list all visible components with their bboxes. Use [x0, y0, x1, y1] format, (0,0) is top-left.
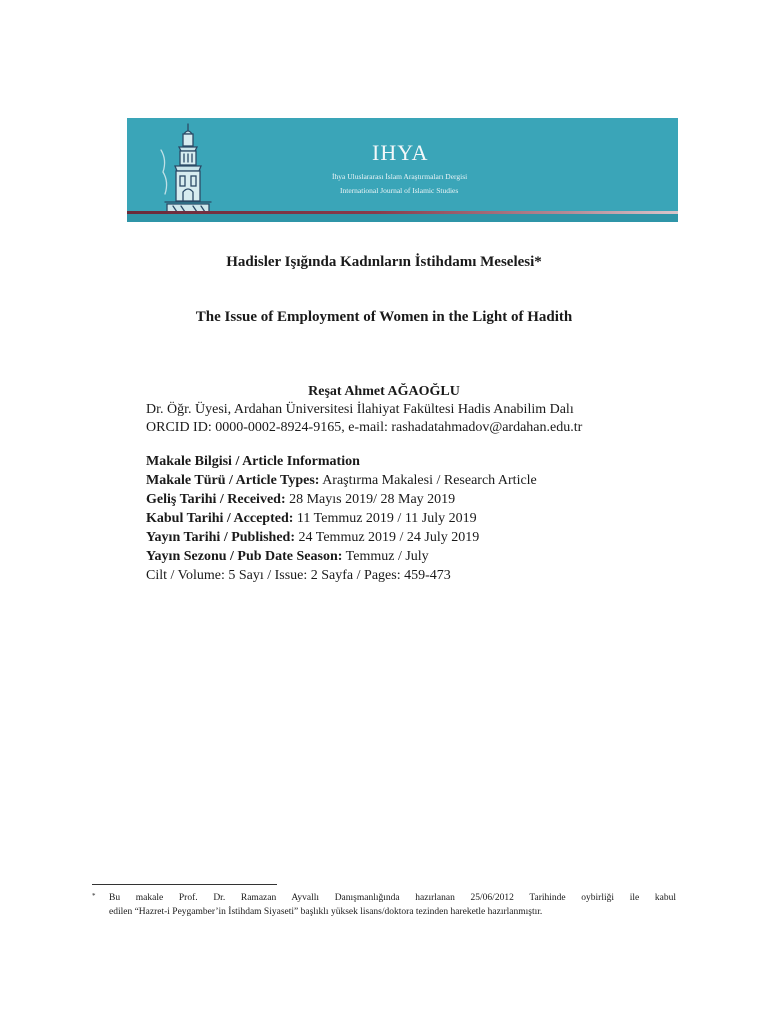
volume-issue-pages: Cilt / Volume: 5 Sayı / Issue: 2 Sayfa / Pages: 459-473: [146, 568, 451, 583]
accepted-row: [146, 511, 477, 527]
article-info-heading-text: Makale Bilgisi / Article Information: [146, 454, 360, 469]
season-row: [146, 549, 429, 565]
article-type-value: Araştırma Makalesi / Research Article: [322, 473, 537, 488]
article-type-label: Makale Türü / Article Types:: [146, 473, 320, 488]
received-row: [146, 492, 455, 508]
accepted-label: Kabul Tarihi / Accepted:: [146, 511, 294, 526]
journal-subtitle-tr: İhya Uluslararası İslam Araştırmaları Dergisi: [332, 172, 468, 181]
author-affiliation: Dr. Öğr. Üyesi, Ardahan Üniversitesi İlahiyat Fakültesi Hadis Anabilim Dalı: [146, 402, 574, 417]
footnote-text-line-1: Bu makale Prof. Dr. Ramazan Ayvallı Danışmanlığında hazırlanan 25/06/2012 Tarihinde oybirliği ile kabul: [109, 893, 676, 903]
published-label: Yayın Tarihi / Published:: [146, 530, 296, 545]
journal-title: IHYA: [372, 140, 429, 165]
accepted-value: 11 Temmuz 2019 / 11 July 2019: [296, 511, 477, 526]
journal-subtitle-en: International Journal of Islamic Studies: [340, 186, 459, 195]
footnote-marker: *: [92, 892, 96, 900]
season-value: Temmuz / July: [345, 549, 429, 564]
article-title-english: The Issue of Employment of Women in the Light of Hadith: [195, 309, 573, 325]
article-title-turkish: Hadisler Işığında Kadınların İstihdamı Meselesi*: [226, 254, 542, 270]
published-row: [146, 530, 479, 546]
footnote-text-line-2: edilen “Hazret-i Peygamber’in İstihdam Siyaseti” başlıklı yüksek lisans/doktora tezinden hareketle hazırlanmıştır.: [109, 907, 543, 917]
article-info-heading: [146, 454, 360, 470]
article-type-row: [146, 473, 537, 489]
season-label: Yayın Sezonu / Pub Date Season:: [146, 549, 343, 564]
published-value: 24 Temmuz 2019 / 24 July 2019: [298, 530, 480, 545]
minaret-tower-icon: [155, 120, 221, 218]
received-value: 28 Mayıs 2019/ 28 May 2019: [289, 492, 456, 507]
footnote-separator: [92, 884, 277, 885]
received-label: Geliş Tarihi / Received:: [146, 492, 286, 507]
author-orcid-email: ORCID ID: 0000-0002-8924-9165, e-mail: rashadatahmadov@ardahan.edu.tr: [146, 420, 583, 435]
author-name: Reşat Ahmet AĞAOĞLU: [308, 384, 460, 399]
journal-banner: [127, 118, 678, 222]
banner-bottom-band: [127, 214, 678, 222]
